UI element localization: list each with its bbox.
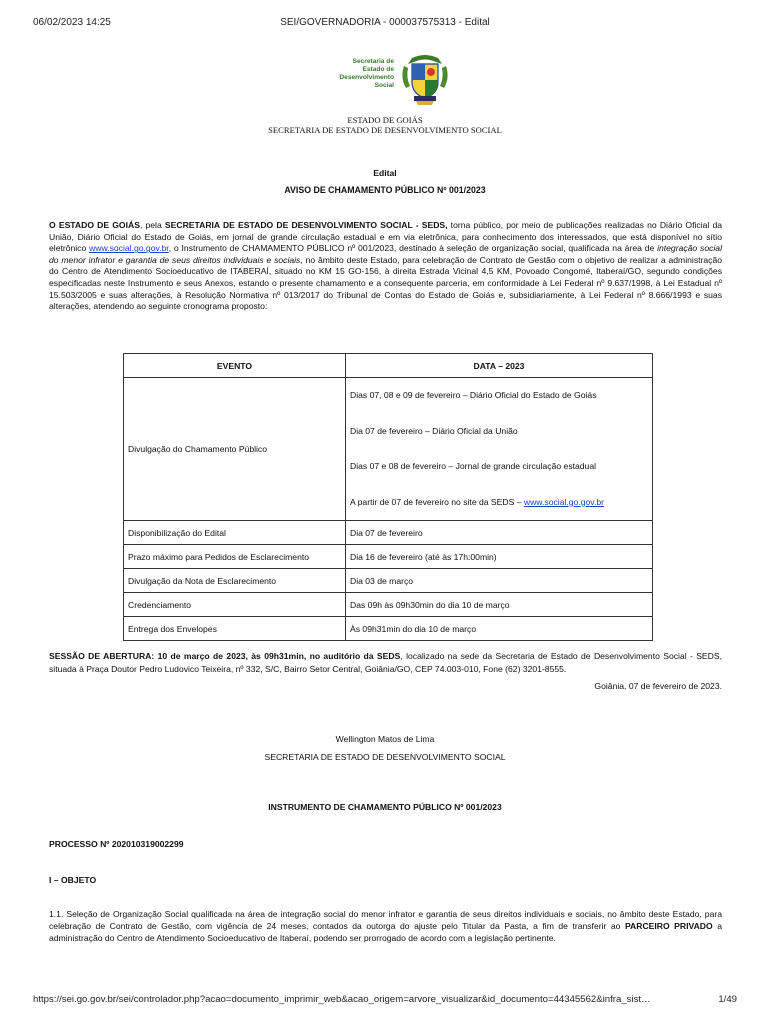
logo-text-line: Secretaria de xyxy=(352,58,394,65)
sessao-text: , localizado na sede da Secretaria de Estado de Desenvolvimento Social - SEDS, situada à Praça Doutor Pedro Ludovico Teixeira, nº 332, S/C, Bairro Setor Central, Goiânia/GO, CEP 74.003-010, Fone (62) 3201-8555. xyxy=(49,651,722,674)
intro-text: , no âmbito deste Estado, para celebração de Contrato de Gestão com o objetivo de realizar a administração do Centro de Atendimento Socioeducativo de ITABERAÍ, situado no KM 15 GO-156, à direita Estrada Vicinal 4,5 KM, Povoado Congomé, Itaberaí/GO, segundo condições especificadas neste Instrumento e seus Anexos, estando o presente chamamento e a consequente parceria, em conformidade à Lei Federal nº 9.637/1998, à Lei Estadual nº 15.503/2005 e suas alterações, à Resolução Normativa nº 013/2017 do Tribunal de Contas do Estado de Goiás e, subsidiariamente, à Lei Federal nº 8.666/1993 e suas alterações, atendendo ao seguinte cronograma proposto: xyxy=(49,254,722,312)
seds-logo xyxy=(318,52,452,108)
aviso-title: AVISO DE CHAMAMENTO PÚBLICO Nº 001/2023 xyxy=(284,185,486,195)
data-cell: Às 09h31min do dia 10 de março xyxy=(346,617,653,641)
sessao-paragraph xyxy=(49,650,722,676)
goias-crest-icon xyxy=(398,52,452,106)
state-name: ESTADO DE GOIÁS xyxy=(347,115,423,125)
page-number: 1/49 xyxy=(718,994,737,1005)
date-line: Dias 07 e 08 de fevereiro – Jornal de grande circulação estadual xyxy=(350,461,597,471)
schedule-table xyxy=(123,353,653,641)
logo-text-line: Desenvolvimento xyxy=(339,74,394,81)
table-header-row xyxy=(124,354,653,378)
evento-cell: Divulgação da Nota de Esclarecimento xyxy=(124,569,346,593)
item-bold: PARCEIRO PRIVADO xyxy=(624,921,713,931)
data-cell: Dia 07 de fevereiro xyxy=(346,521,653,545)
evento-cell: Divulgação do Chamamento Público xyxy=(124,378,346,521)
logo-text xyxy=(314,58,394,90)
table-row xyxy=(124,378,653,521)
data-cell-stack xyxy=(346,378,653,521)
date-line xyxy=(346,485,652,521)
item-text: a administração do Centro de Atendimento Socioeducativo de Itaberaí, podendo ser prorrogado de acordo com a legislação pertinente. xyxy=(49,921,722,943)
processo-number: PROCESSO Nº 202010319002299 xyxy=(49,839,184,849)
header-data: DATA – 2023 xyxy=(346,354,653,378)
table-row xyxy=(124,569,653,593)
intro-text: , pela xyxy=(139,220,165,230)
local-date: Goiânia, 07 de fevereiro de 2023. xyxy=(594,681,722,691)
document-type: Edital xyxy=(373,168,397,178)
evento-cell: Prazo máximo para Pedidos de Esclarecimento xyxy=(124,545,346,569)
print-title: SEI/GOVERNADORIA - 000037575313 - Edital xyxy=(280,17,490,28)
print-footer xyxy=(33,994,737,1008)
signatory-name: Wellington Matos de Lima xyxy=(335,734,435,744)
date-line: Dias 07, 08 e 09 de fevereiro – Diário Oficial do Estado de Goiás xyxy=(350,390,597,400)
date-line: Dia 07 de fevereiro – Diário Oficial da União xyxy=(350,425,518,436)
header-evento: EVENTO xyxy=(124,354,346,378)
intro-bold-secretaria: SECRETARIA DE ESTADO DE DESENVOLVIMENTO SOCIAL - SEDS, xyxy=(164,220,448,230)
item-text: 1.1. Seleção de Organização Social qualificada na área de integração social do menor infrator e garantia de seus direitos individuais e sociais, no âmbito deste Estado, para celebração de Contrato de Gestão, com vigência de 24 meses, contados da outorga do ajuste pelo Titular da Pasta, a fim de transferir ao xyxy=(49,909,722,931)
intro-paragraph xyxy=(49,220,722,313)
intro-bold-state: O ESTADO DE GOIÁS xyxy=(49,220,140,230)
table-row xyxy=(124,617,653,641)
intro-italic-area: integração social do menor infrator e garantia de seus direitos individuais e sociais xyxy=(49,243,722,265)
evento-cell: Entrega dos Envelopes xyxy=(124,617,346,641)
seds-site-link[interactable]: www.social.go.gov.br xyxy=(89,243,169,254)
logo-text-line: Social xyxy=(374,82,394,89)
print-url: https://sei.go.gov.br/sei/controlador.php?acao=documento_imprimir_web&acao_origem=arvore_visualizar&id_documento=44345562&infra_sist… xyxy=(33,994,651,1005)
item-1-1-paragraph xyxy=(49,908,722,944)
print-datetime: 06/02/2023 14:25 xyxy=(33,17,111,28)
data-cell: Dia 16 de fevereiro (até às 17h:00min) xyxy=(346,545,653,569)
table-row xyxy=(124,521,653,545)
objeto-heading: I – OBJETO xyxy=(49,875,97,885)
table-row xyxy=(124,545,653,569)
data-cell: Das 09h às 09h30min do dia 10 de março xyxy=(346,593,653,617)
sessao-bold: SESSÃO DE ABERTURA: 10 de março de 2023, às 09h31min, no auditório da SEDS xyxy=(49,651,401,661)
secretaria-name: SECRETARIA DE ESTADO DE DESENVOLVIMENTO SOCIAL xyxy=(268,125,502,135)
print-header xyxy=(33,17,737,31)
intro-text: , o Instrumento de CHAMAMENTO PÚBLICO nº 001/2023, destinado à seleção de organização social, qualificada na área de xyxy=(168,243,658,254)
data-cell: Dia 03 de março xyxy=(346,569,653,593)
date-line-text: A partir de 07 de fevereiro no site da SEDS – xyxy=(350,496,524,507)
instrumento-title: INSTRUMENTO DE CHAMAMENTO PÚBLICO Nº 001/2023 xyxy=(268,802,502,812)
seds-site-link[interactable]: www.social.go.gov.br xyxy=(523,496,604,507)
logo-text-line: Estado de xyxy=(362,66,394,73)
intro-text: torna público, por meio de publicações realizadas no Diário Oficial da União, Diário Oficial do Estado de Goiás, em jornal de grande circulação estadual e em via eletrônica, para conhecimento dos interessados, que está disponível no sítio eletrônico xyxy=(49,220,723,254)
evento-cell: Credenciamento xyxy=(124,593,346,617)
evento-cell: Disponibilização do Edital xyxy=(124,521,346,545)
signatory-role: SECRETARIA DE ESTADO DE DESENVOLVIMENTO SOCIAL xyxy=(264,752,506,762)
table-row xyxy=(124,593,653,617)
gov-header xyxy=(0,115,770,135)
